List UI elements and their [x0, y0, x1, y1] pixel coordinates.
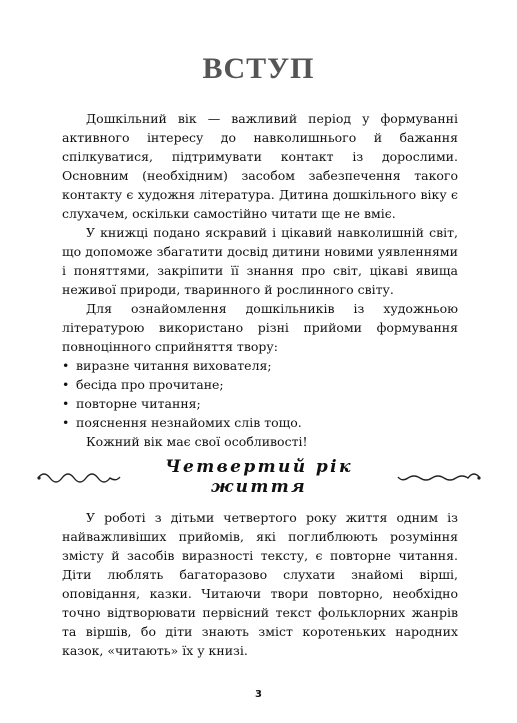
- list-item-text: пояснення незнайомих слів тощо.: [76, 415, 302, 430]
- techniques-list: [62, 356, 458, 432]
- list-item: [62, 356, 458, 375]
- intro-text: [62, 109, 458, 451]
- bullet-icon: •: [62, 396, 70, 411]
- list-item-text: бесіда про прочитане;: [76, 377, 224, 392]
- intro-paragraph: У книжці подано яскравий і цікавий навколишній світ, що допоможе збагатити досвід дитини новими уявленнями і поняттями, закріпити її знання про світ, цікаві явища неживої природи, тваринного й рослинного світу.: [62, 225, 458, 297]
- list-item: [62, 375, 458, 394]
- page-title: ВСТУП: [202, 52, 315, 85]
- list-item-text: повторне читання;: [76, 396, 201, 411]
- right-swirl-ornament-icon: [396, 468, 482, 486]
- list-item-text: виразне читання вихователя;: [76, 358, 272, 373]
- bullet-icon: •: [62, 377, 70, 392]
- page-number: 3: [255, 689, 262, 700]
- section-divider: [36, 457, 482, 497]
- section-text: [62, 508, 458, 660]
- intro-paragraph: Дошкільний вік — важливий період у формуванні активного інтересу до навколишнього й бажання спілкуватися, підтримувати контакт із дорослими. Основним (необхідним) засобом забезпечення такого контакту є художня література. Дитина дошкільного віку є слухачем, оскільки самостійно читати ще не вміє.: [62, 111, 458, 221]
- list-item: [62, 394, 458, 413]
- left-swirl-ornament-icon: [36, 468, 122, 486]
- bullet-icon: •: [62, 415, 70, 430]
- section-paragraph: У роботі з дітьми четвертого року життя одним із найважливіших прийомів, які поглиблюють розуміння змісту й засобів виразності тексту, є повторне читання. Діти люблять багаторазово слухати знайомі вірші, оповідання, казки. Читаючи твори повторно, необхідно точно відтворювати первісний текст фольклорних жанрів та віршів, бо діти знають зміст коротеньких народних казок, «читають» їх у книзі.: [62, 510, 458, 658]
- list-item: [62, 413, 458, 432]
- section-title: Четвертий рік життя: [165, 457, 353, 497]
- intro-paragraph: Для ознайомлення дошкільників із художньою літературою використано різні прийоми формування повноцінного сприйняття твору:: [62, 301, 458, 354]
- intro-closing: Кожний вік має свої особливості!: [86, 434, 308, 449]
- bullet-icon: •: [62, 358, 70, 373]
